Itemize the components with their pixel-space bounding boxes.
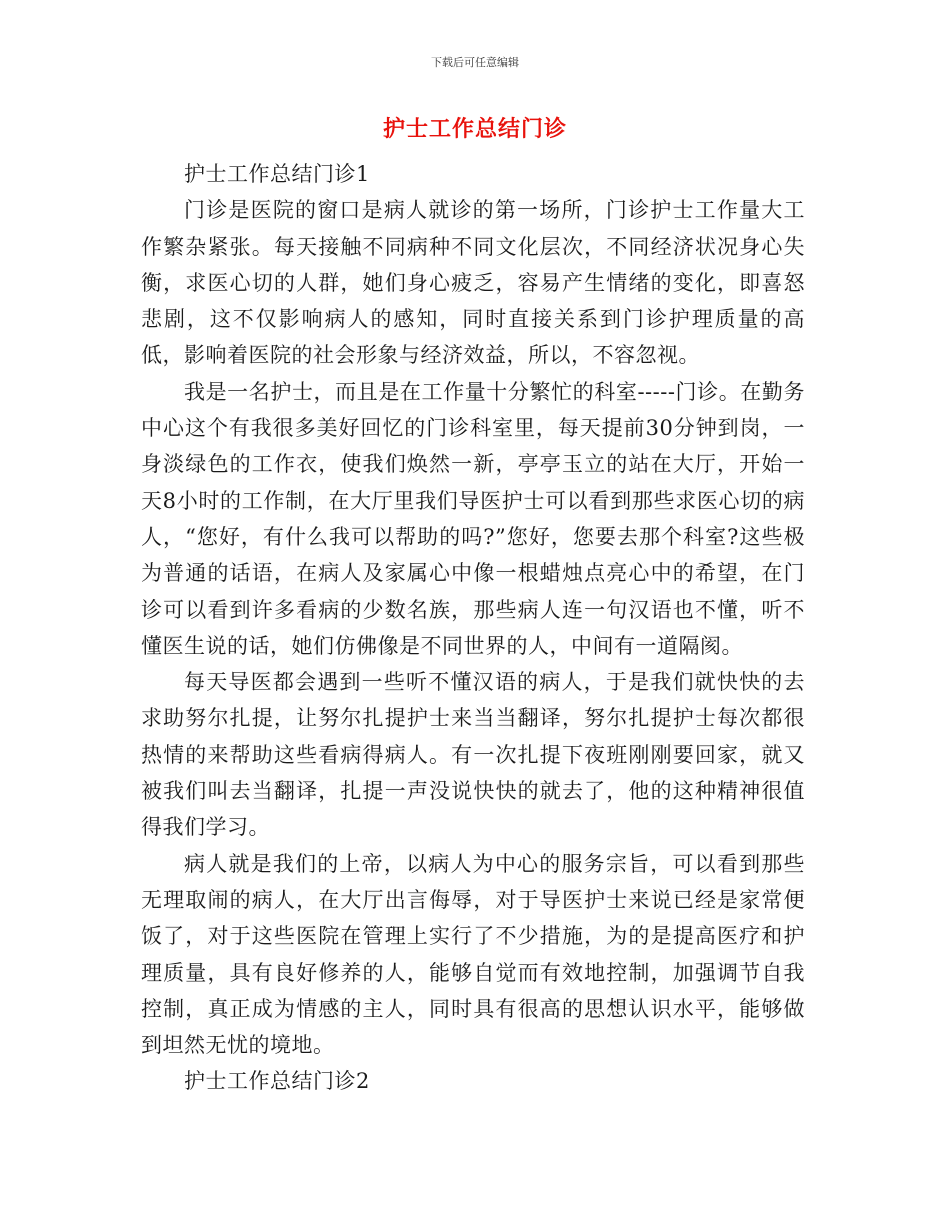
paragraph-2: 我是一名护士，而且是在工作量十分繁忙的科室-----门诊。在勤务中心这个有我很多美好回忆的门诊科室里，每天提前30分钟到岗，一身淡绿色的工作衣，使我们焕然一新，亭亭玉立的站在大厅，开始一天8小时的工作制，在大厅里我们导医护士可以看到那些求医心切的病人，“您好，有什么我可以帮助的吗?”您好，您要去那个科室?这些极为普通的话语，在病人及家属心中像一根蜡烛点亮心中的希望，在门诊可以看到许多看病的少数名族，那些病人连一句汉语也不懂，听不懂医生说的话，她们仿佛像是不同世界的人，中间有一道隔阂。 bbox=[141, 379, 805, 658]
section-heading-2: 护士工作总结门诊2 bbox=[184, 1069, 370, 1094]
paragraph-3: 每天导医都会遇到一些听不懂汉语的病人，于是我们就快快的去求助努尔扎提，让努尔扎提护士来当当翻译，努尔扎提护士每次都很热情的来帮助这些看病得病人。有一次扎提下夜班刚刚要回家，就又被我们叫去当翻译，扎提一声没说快快的就去了，他的这种精神很值得我们学习。 bbox=[141, 670, 805, 840]
section-heading-1: 护士工作总结门诊1 bbox=[184, 162, 370, 186]
paragraph-4: 病人就是我们的上帝，以病人为中心的服务宗旨，可以看到那些无理取闹的病人，在大厅出言侮辱，对于导医护士来说已经是家常便饭了，对于这些医院在管理上实行了不少措施，为的是提高医疗和护理质量，具有良好修养的人，能够自觉而有效地控制，加强调节自我控制，真正成为情感的主人，同时具有很高的思想认识水平，能够做到坦然无忧的境地。 bbox=[141, 851, 805, 1058]
page-title: 护士工作总结门诊 bbox=[382, 116, 567, 142]
document-body bbox=[141, 156, 805, 1100]
download-note: 下载后可任意编辑 bbox=[431, 56, 519, 69]
paragraph-1: 门诊是医院的窗口是病人就诊的第一场所，门诊护士工作量大工作繁杂紧张。每天接触不同病种不同文化层次，不同经济状况身心失衡，求医心切的人群，她们身心疲乏，容易产生情绪的变化，即喜怒悲剧，这不仅影响病人的感知，同时直接关系到门诊护理质量的高低，影响着医院的社会形象与经济效益，所以，不容忽视。 bbox=[141, 198, 805, 368]
